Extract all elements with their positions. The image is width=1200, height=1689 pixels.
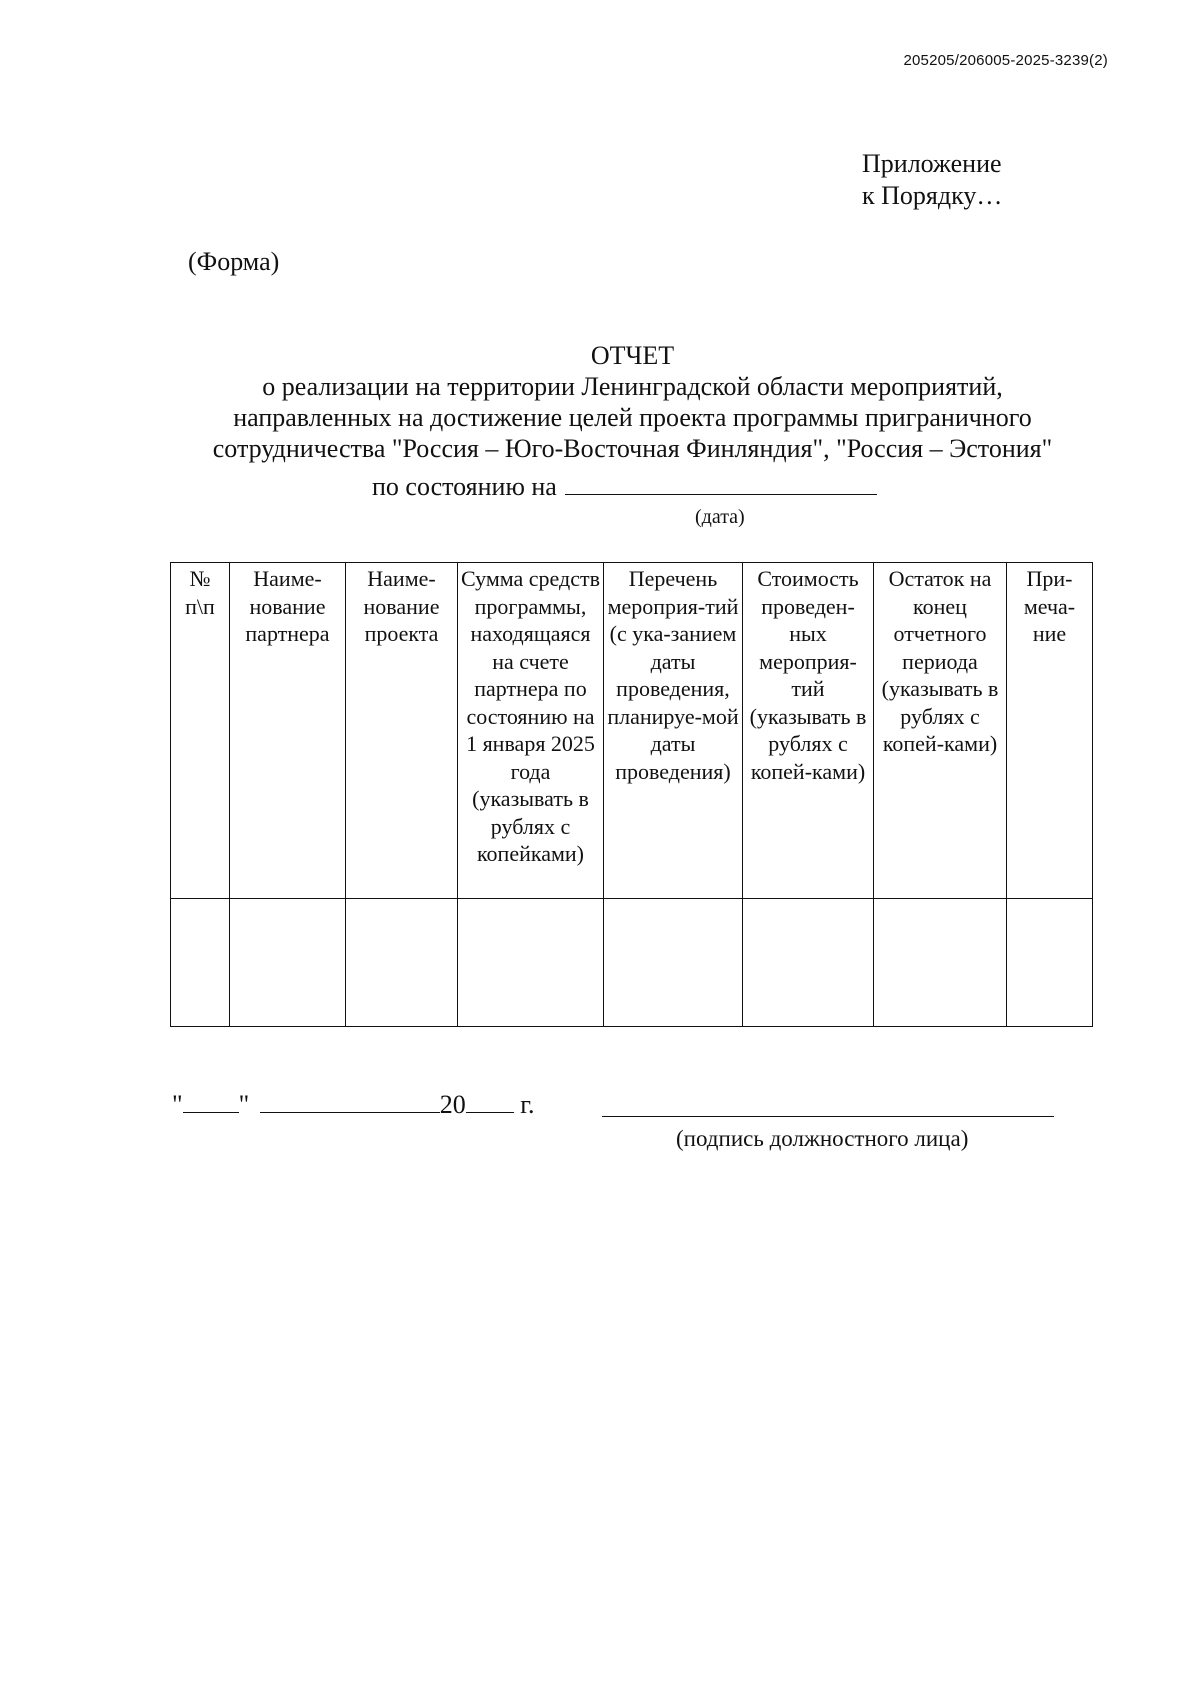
quote-open: ": [172, 1090, 183, 1119]
appendix-line-2: к Порядку…: [862, 181, 1003, 210]
year-suffix: г.: [520, 1090, 535, 1119]
signature-date-row: [172, 1090, 534, 1120]
header-number: № п\п: [171, 563, 230, 899]
header-partner-name: Наиме-нование партнера: [230, 563, 346, 899]
signature-blank[interactable]: [602, 1116, 1054, 1117]
as-of-label: по состоянию на: [372, 472, 557, 501]
year-prefix: 20: [439, 1090, 466, 1119]
header-note: При-меча-ние: [1007, 563, 1093, 899]
signature-hint: (подпись должностного лица): [676, 1126, 969, 1151]
report-title-block: [0, 340, 1200, 464]
date-blank[interactable]: [565, 472, 877, 495]
table-cell[interactable]: [346, 899, 458, 1027]
header-project-name: Наиме-нование проекта: [346, 563, 458, 899]
table-cell[interactable]: [743, 899, 874, 1027]
year-blank[interactable]: [466, 1090, 514, 1113]
table-header-row: [171, 563, 1093, 899]
as-of-date-line: [372, 472, 877, 502]
table-cell[interactable]: [171, 899, 230, 1027]
table-cell[interactable]: [458, 899, 604, 1027]
day-blank[interactable]: [183, 1090, 239, 1113]
registration-number: 205205/206005-2025-3239(2): [903, 52, 1108, 69]
report-subtitle-line-2: направленных на достижение целей проекта программы приграничного: [233, 403, 1032, 432]
header-program-funds: Сумма средств программы, находящаяся на счете партнера по состоянию на 1 января 2025 года (указывать в рублях с копейками): [458, 563, 604, 899]
quote-close: ": [238, 1090, 250, 1119]
table-cell[interactable]: [1007, 899, 1093, 1027]
form-label: (Форма): [188, 247, 280, 276]
table-cell[interactable]: [230, 899, 346, 1027]
appendix-line-1: Приложение: [862, 149, 1002, 178]
appendix-note: [862, 148, 1002, 212]
table-cell[interactable]: [874, 899, 1007, 1027]
report-subtitle-line-3: сотрудничества "Россия – Юго-Восточная Финляндия", "Россия – Эстония": [212, 434, 1053, 463]
table-row: [171, 899, 1093, 1027]
month-blank[interactable]: [260, 1090, 440, 1113]
report-title: ОТЧЕТ: [590, 341, 675, 370]
header-activities-list: Перечень мероприя-тий (с ука-занием даты проведения, планируе-мой даты проведения): [604, 563, 743, 899]
header-remaining-balance: Остаток на конец отчетного периода (указывать в рублях с копей-ками): [874, 563, 1007, 899]
report-table: [170, 562, 1093, 1027]
header-activities-cost: Стоимость проведен-ных мероприя-тий (указывать в рублях с копей-ками): [743, 563, 874, 899]
date-hint: (дата): [695, 506, 745, 528]
table-cell[interactable]: [604, 899, 743, 1027]
report-subtitle-line-1: о реализации на территории Ленинградской области мероприятий,: [262, 372, 1003, 401]
